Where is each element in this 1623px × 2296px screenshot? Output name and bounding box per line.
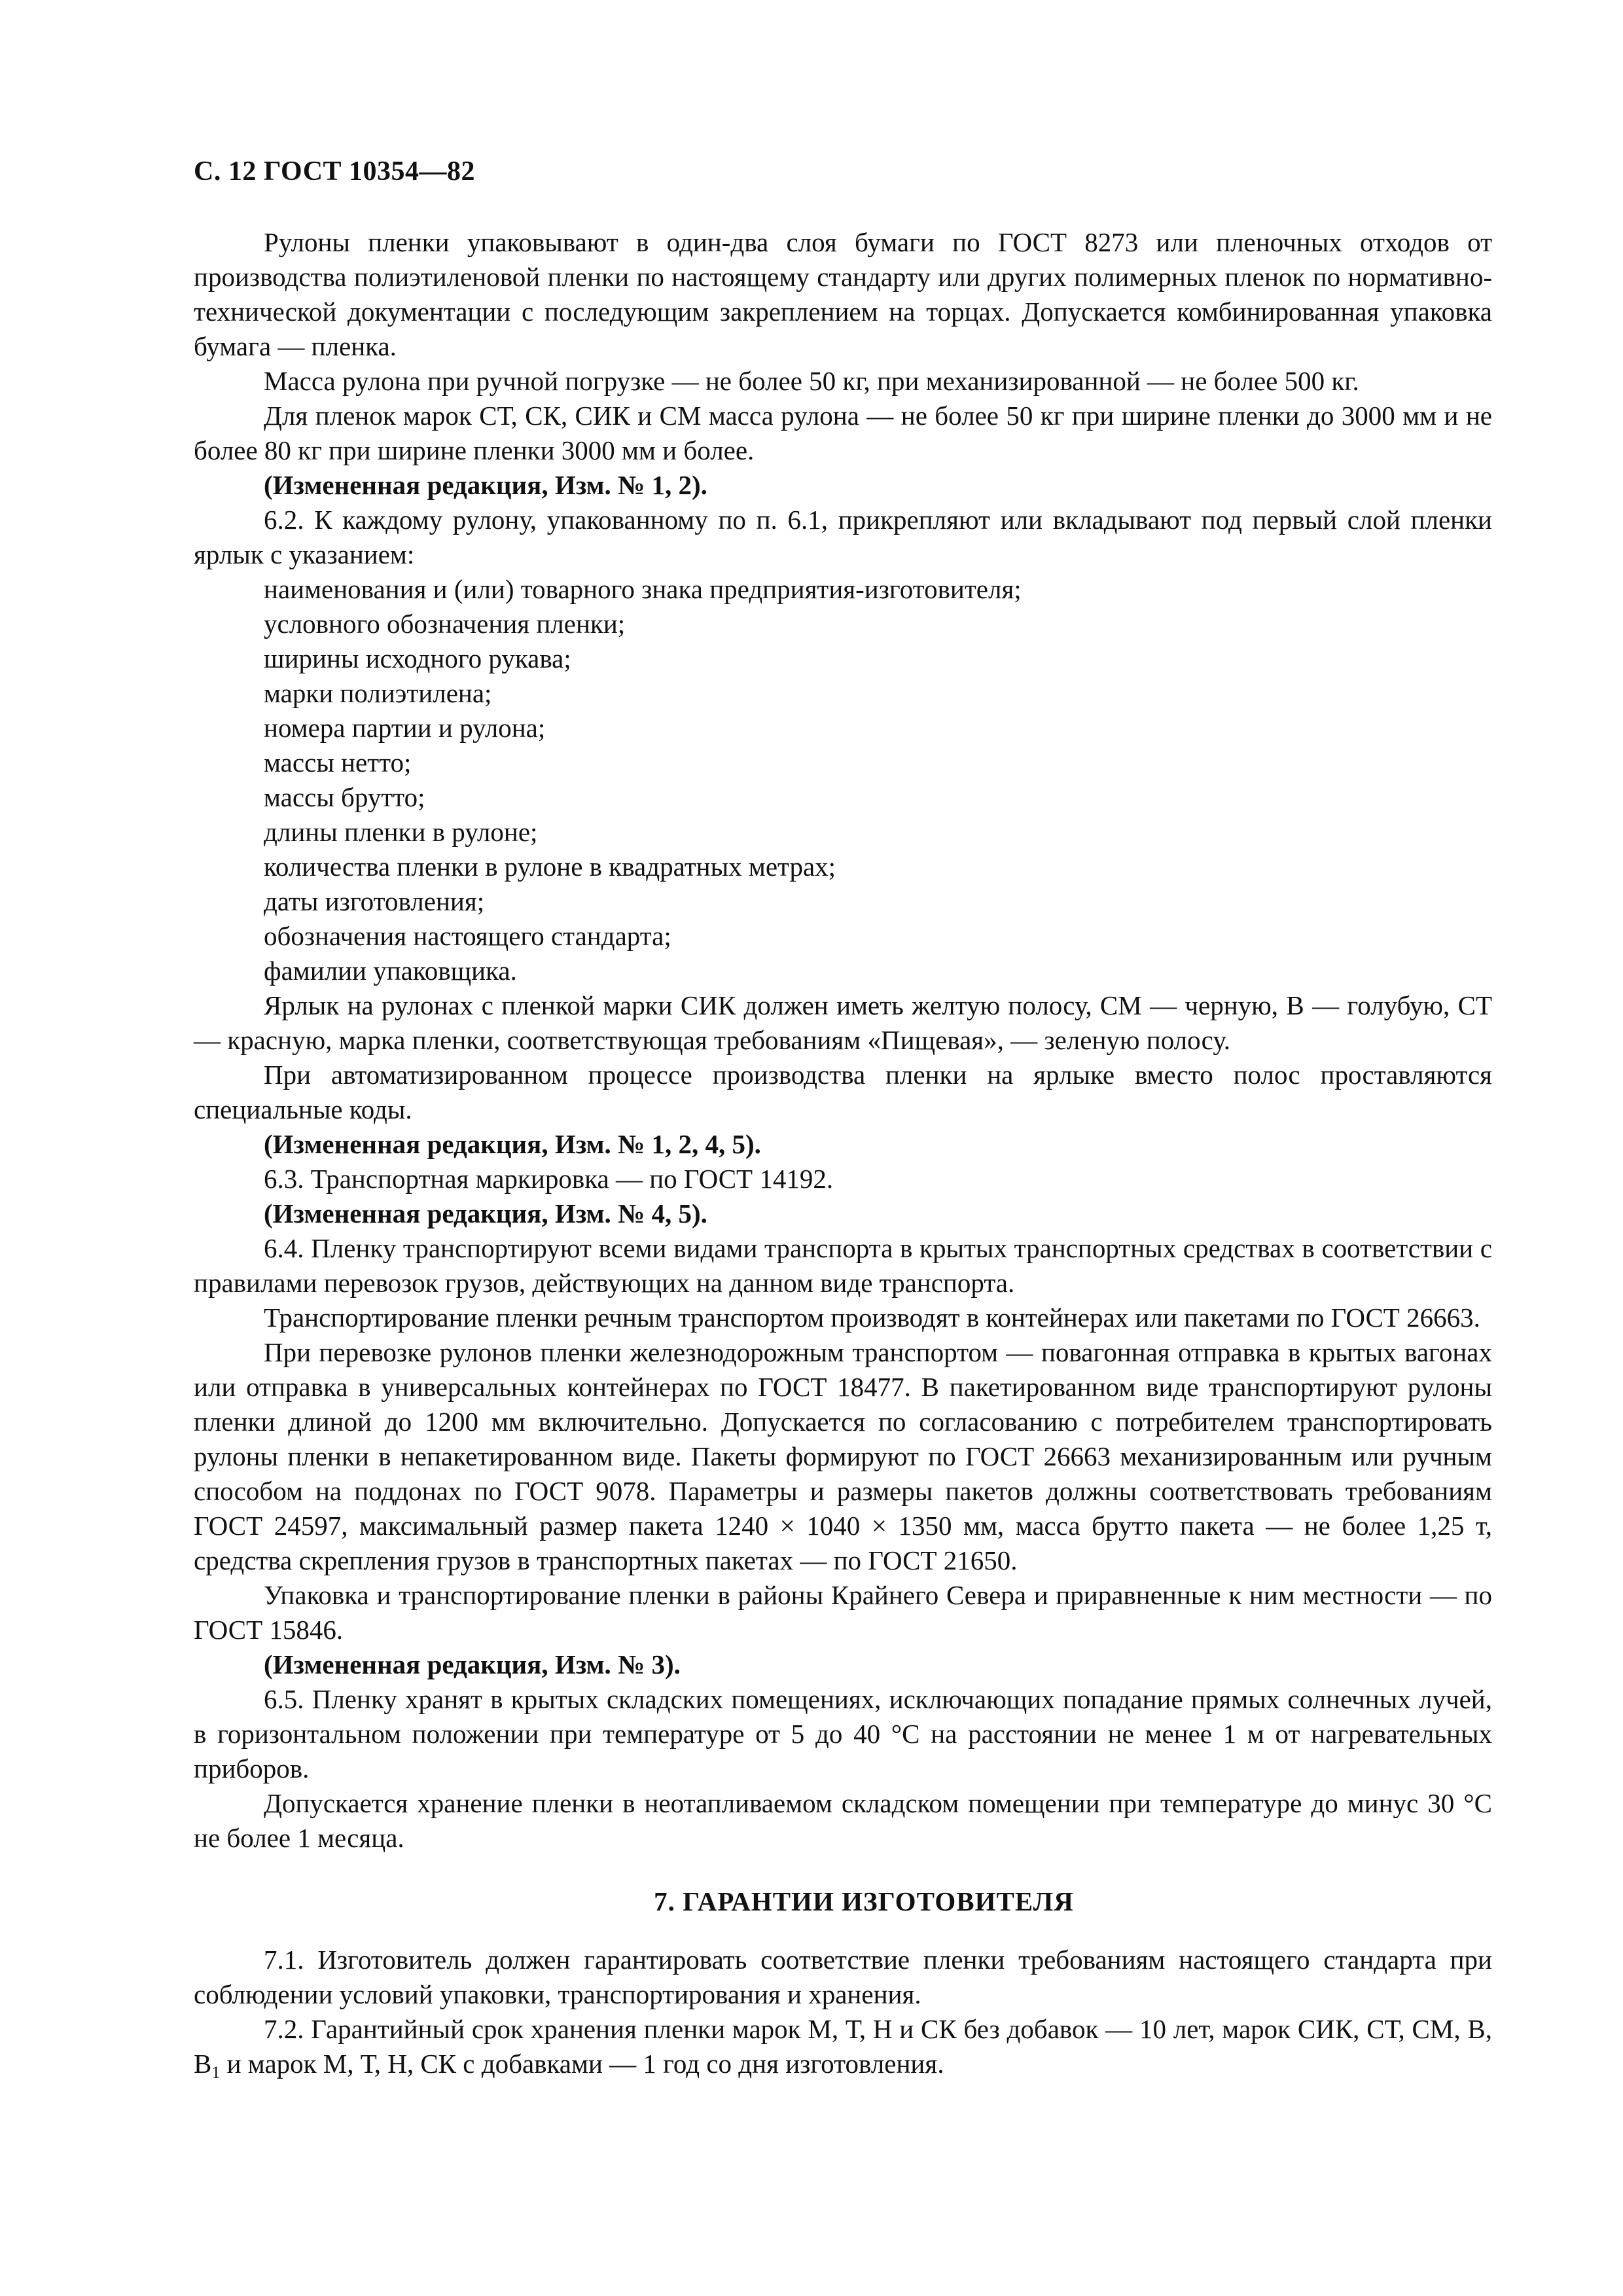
label-field-item: ширины исходного рукава; — [264, 643, 571, 673]
paragraph: При автоматизированном процессе производства пленки на ярлыке вместо полос проставляются специальные коды. — [194, 1060, 1492, 1124]
paragraph-7-2-text: 7.2. Гарантийный срок хранения пленки марок М, Т, Н и СК без добавок — 10 лет, марок СИК, СТ, СМ, В, В — [194, 2014, 1492, 2079]
label-field-item: номера партии и рулона; — [264, 713, 546, 743]
document-body — [194, 225, 1492, 2081]
paragraph: 6.2. К каждому рулону, упакованному по п. 6.1, прикрепляют или вкладывают под первый слой пленки ярлык с указанием: — [194, 505, 1492, 569]
paragraph: 6.4. Пленку транспортируют всеми видами транспорта в крытых транспортных средствах в соответствии с правилами перевозок грузов, действующих на данном виде транспорта. — [194, 1233, 1492, 1298]
amendment-note: (Измененная редакция, Изм. № 4, 5). — [264, 1198, 707, 1229]
label-field-item: условного обозначения пленки; — [264, 609, 626, 639]
paragraph: Транспортирование пленки речным транспортом производят в контейнерах или пакетами по ГОСТ 26663. — [264, 1302, 1480, 1333]
paragraph-7-2 — [194, 2012, 1492, 2081]
paragraph: 6.3. Транспортная маркировка — по ГОСТ 14192. — [264, 1164, 834, 1194]
amendment-note: (Измененная редакция, Изм. № 1, 2). — [264, 470, 707, 500]
paragraph-7-1: 7.1. Изготовитель должен гарантировать соответствие пленки требованиям настоящего стандарта при соблюдении условий упаковки, транспортирования и хранения. — [194, 1945, 1492, 2009]
label-field-item: наименования и (или) товарного знака предприятия-изготовителя; — [264, 574, 1022, 604]
label-field-item: массы нетто; — [264, 747, 412, 778]
amendment-note: (Измененная редакция, Изм. № 1, 2, 4, 5). — [264, 1129, 761, 1159]
amendment-note: (Измененная редакция, Изм. № 3). — [264, 1649, 681, 1679]
paragraph: 6.5. Пленку хранят в крытых складских помещениях, исключающих попадание прямых солнечных лучей, в горизонтальном положении при температуре от 5 до 40 °С на расстоянии не менее 1 м от нагревательных приборов. — [194, 1684, 1492, 1784]
paragraph: Масса рулона при ручной погрузке — не более 50 кг, при механизированной — не более 500 кг. — [264, 366, 1359, 396]
label-field-item: массы брутто; — [264, 782, 425, 812]
label-field-item: длины пленки в рулоне; — [264, 817, 538, 847]
page-header: С. 12 ГОСТ 10354—82 — [194, 156, 476, 187]
paragraph: Допускается хранение пленки в неотапливаемом складском помещении при температуре до минус 30 °С не более 1 месяца. — [194, 1788, 1492, 1853]
paragraph-7-2-text-end: и марок М, Т, Н, СК с добавками — 1 год со дня изготовления. — [220, 2049, 944, 2079]
paragraph: Ярлык на рулонах с пленкой марки СИК должен иметь желтую полосу, СМ — черную, В — голубую, СТ — красную, марка пленки, соответствующая требованиям «Пищевая», — зеленую полосу. — [194, 990, 1492, 1055]
label-field-item: фамилии упаковщика. — [264, 956, 517, 986]
paragraph: Рулоны пленки упаковывают в один-два слоя бумаги по ГОСТ 8273 или пленочных отходов от производства полиэтиленовой пленки по настоящему стандарту или других полимерных пленок по нормативно-технической документации с последующим закреплением на торцах. Допускается комбинированная упаковка бумага — пленка. — [194, 227, 1492, 361]
label-field-item: марки полиэтилена; — [264, 678, 492, 708]
label-field-item: количества пленки в рулоне в квадратных метрах; — [264, 852, 836, 882]
section-6-paragraphs — [194, 225, 1492, 1856]
grade-subscript: 1 — [211, 2063, 221, 2082]
label-field-item: даты изготовления; — [264, 886, 485, 916]
paragraph: Упаковка и транспортирование пленки в районы Крайнего Севера и приравненные к ним местности — по ГОСТ 15846. — [194, 1580, 1492, 1645]
paragraph: Для пленок марок СТ, СК, СИК и СМ масса рулона — не более 50 кг при ширине пленки до 3000 мм и не более 80 кг при ширине пленки 3000 мм и более. — [194, 401, 1492, 465]
paragraph: При перевозке рулонов пленки железнодорожным транспортом — повагонная отправка в крытых вагонах или отправка в универсальных контейнерах по ГОСТ 18477. В пакетированном виде транспортируют рулоны пленки длиной до 1200 мм включительно. Допускается по согласованию с потребителем транспортировать рулоны пленки в непакетированном виде. Пакеты формируют по ГОСТ 26663 механизированным или ручным способом на поддонах по ГОСТ 9078. Параметры и размеры пакетов должны соответствовать требованиям ГОСТ 24597, максимальный размер пакета 1240 × 1040 × 1350 мм, масса брутто пакета — не более 1,25 т, средства скрепления грузов в транспортных пакетах — по ГОСТ 21650. — [194, 1337, 1492, 1575]
label-field-item: обозначения настоящего стандарта; — [264, 921, 671, 951]
section-7-heading: 7. ГАРАНТИИ ИЗГОТОВИТЕЛЯ — [654, 1886, 1074, 1916]
